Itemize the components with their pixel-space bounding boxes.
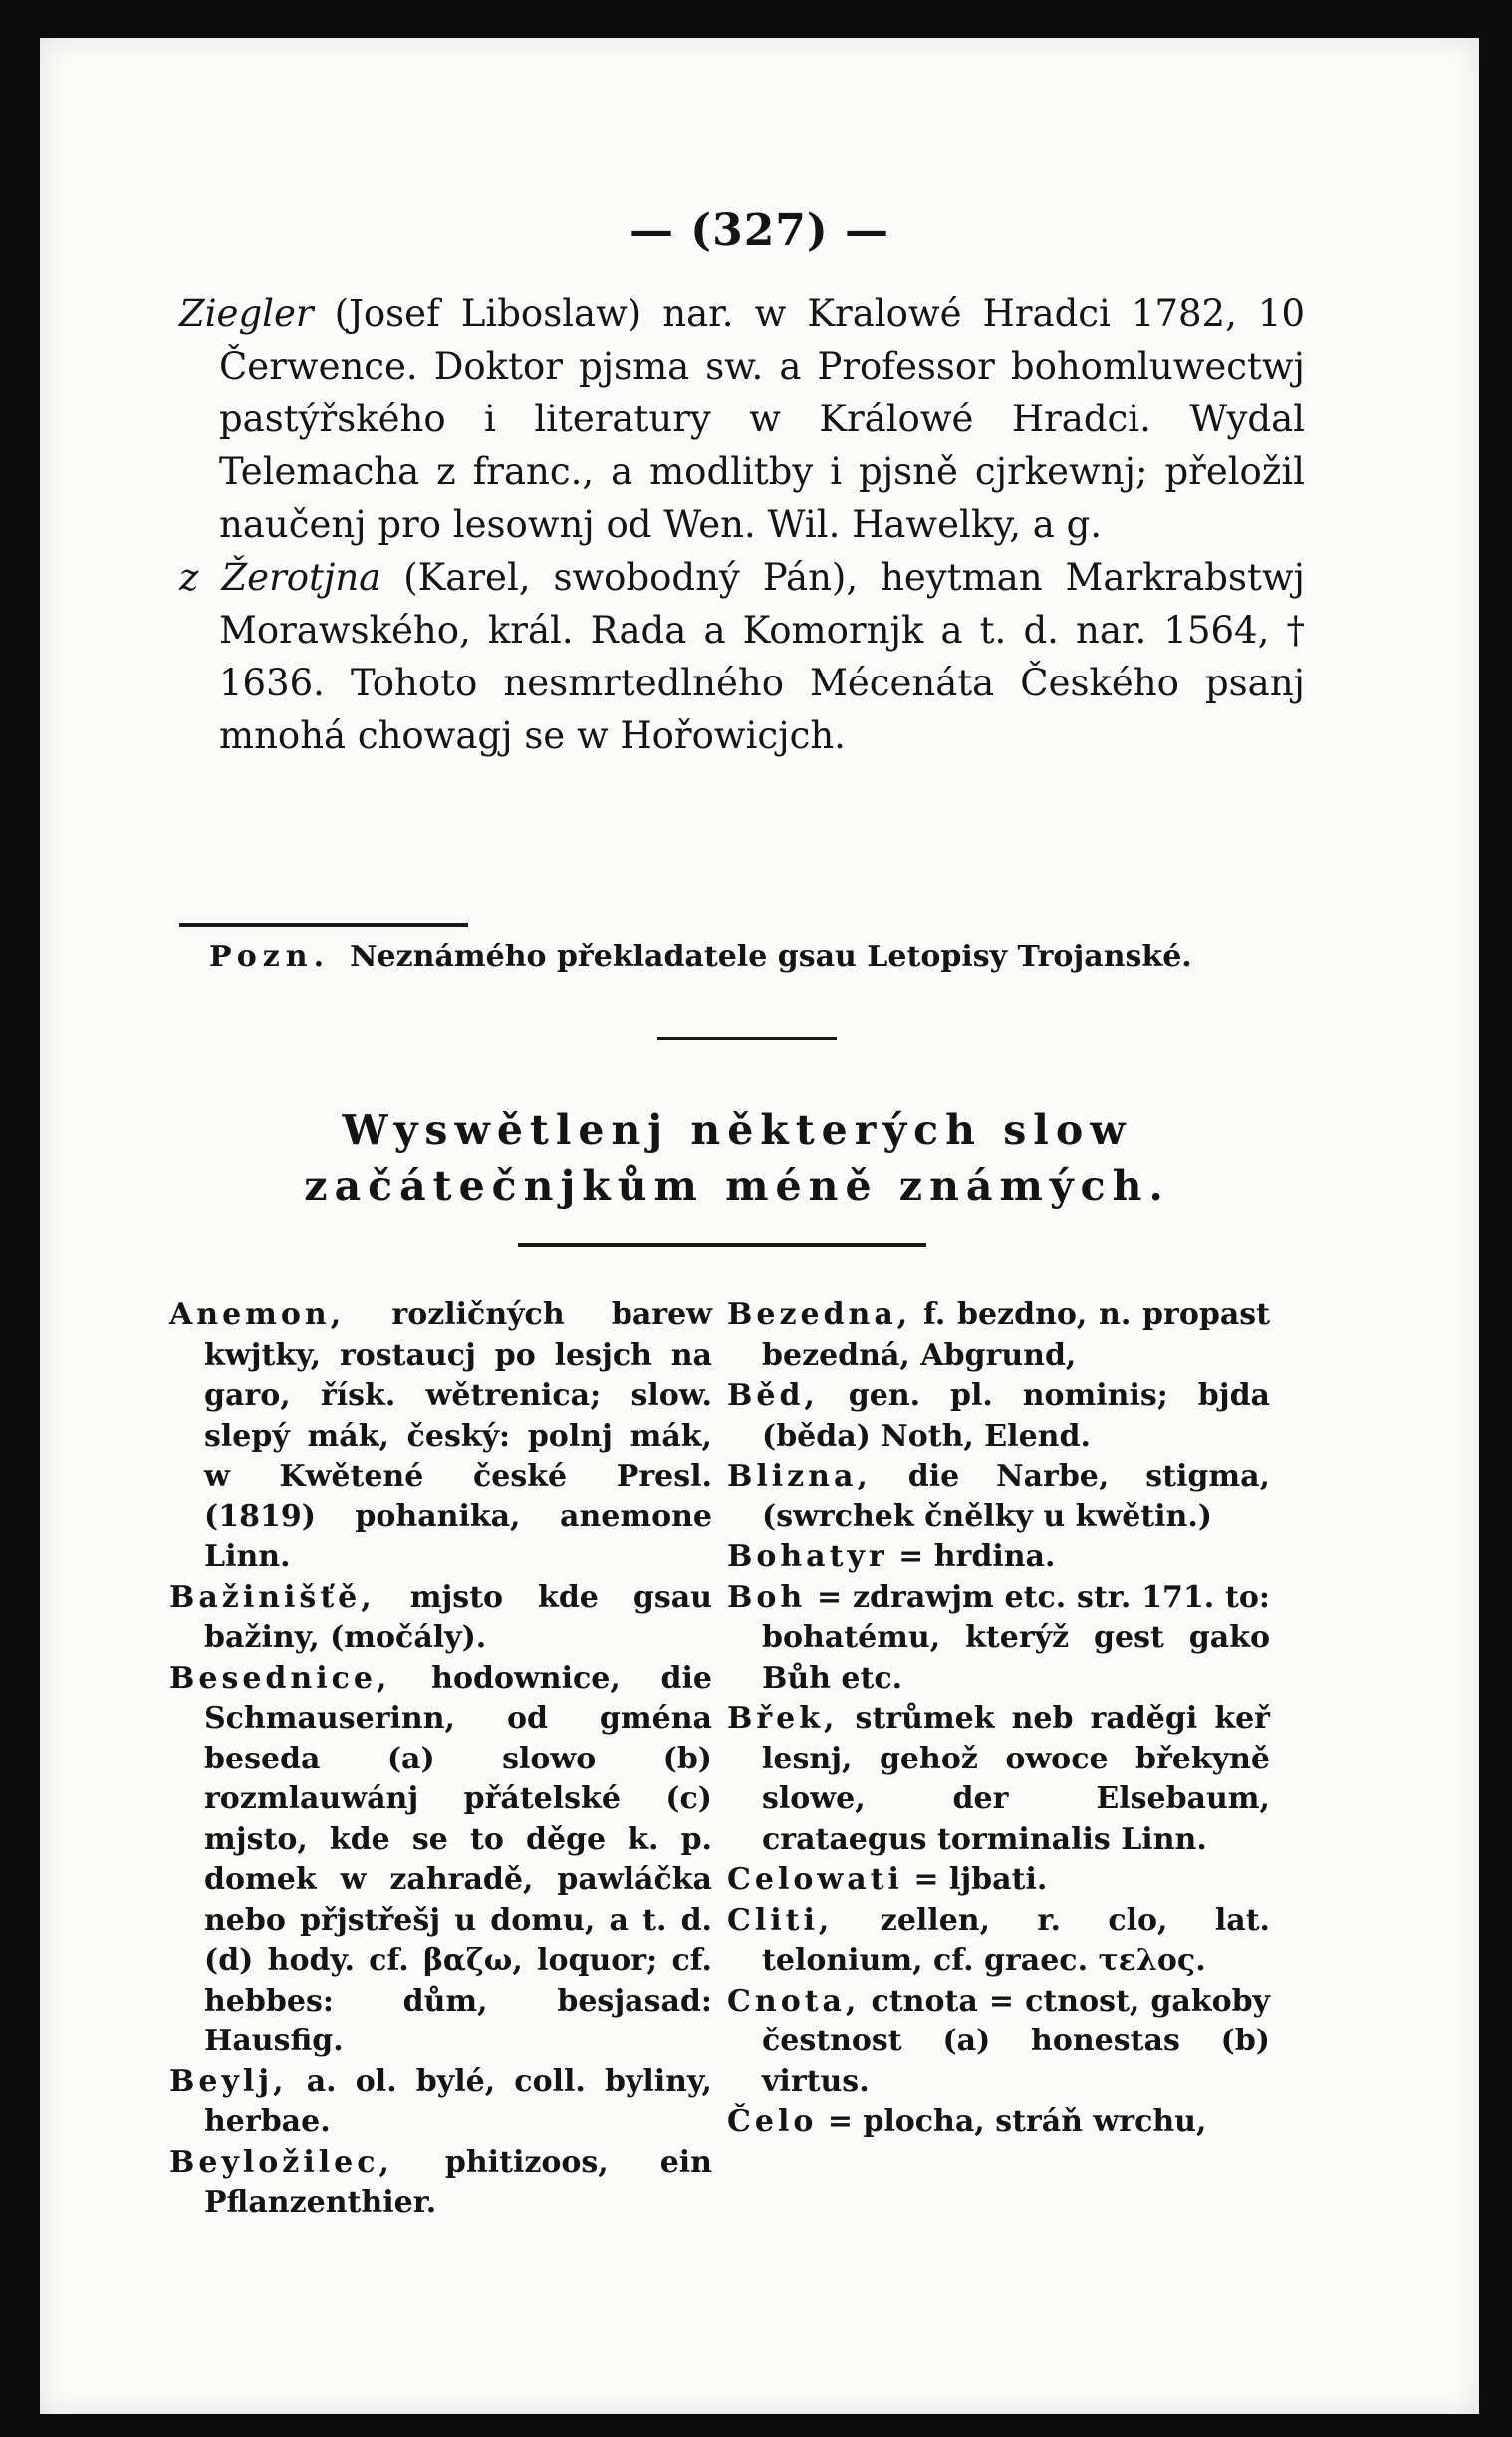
page-number: — (327) — — [629, 205, 890, 256]
glossary-entry — [169, 1659, 712, 2062]
glossary-headword: Cnota, — [727, 1983, 861, 2019]
glossary-entry — [169, 2143, 712, 2224]
glossary-entry — [727, 1376, 1270, 1457]
book-page — [40, 38, 1479, 2414]
glossary-column-left — [169, 1295, 712, 2224]
glossary-entry — [727, 1457, 1270, 1537]
glossary-text: hodownice, die Schmauserinn, od gména beseda (a) slowo (b) rozmlauwánj přátelské (c) mjsto, kde se to děge k. p. domek w zahradě, pawláčka nebo přjstřešj u domu, a t. d. (d) hody. cf. βαζω, loquor; cf. hebbes: dům, besjasad: Hausfig. — [204, 1660, 712, 2058]
short-divider — [179, 923, 468, 927]
glossary-headword: Besednice, — [169, 1660, 391, 1696]
glossary-entry — [727, 1699, 1270, 1860]
entry-headword: Ziegler — [179, 292, 314, 335]
glossary-text: ctnota = ctnost, gakoby čestnost (a) honestas (b) virtus. — [762, 1983, 1270, 2099]
entry-headword: z Žerotjna — [179, 556, 381, 599]
entry-ziegler — [179, 287, 1305, 551]
glossary-entry — [727, 1860, 1270, 1901]
glossary-entry — [169, 2062, 712, 2143]
glossary-headword: Bažinišťě, — [169, 1579, 376, 1615]
glossary-text: f. bezdno, n. propast bezedná, Abgrund, — [762, 1297, 1270, 1373]
glossary-headword: Břek, — [727, 1701, 839, 1736]
glossary-entry — [727, 2102, 1270, 2143]
glossary-text: mjsto kde gsau bažiny, (močály). — [204, 1579, 712, 1655]
glossary-headword: Blizna, — [727, 1459, 872, 1493]
glossary-headword: Boh — [727, 1579, 807, 1615]
entry-zerotjn — [179, 551, 1305, 762]
glossary-entry — [727, 1982, 1270, 2103]
glossary-headword: Beylj, — [169, 2063, 288, 2099]
glossary-headword: Celowati — [727, 1862, 903, 1897]
glossary-text: = hrdina. — [887, 1539, 1056, 1574]
glossary-headword: Cliti, — [727, 1902, 834, 1938]
glossary-text: rozličných barew kwjtky, rostaucj po lesjch na garo, řísk. wětrenica; slow. slepý mák, český: polnj mák, w Kwětené české Presl. (1819) pohanika, anemone Linn. — [204, 1297, 712, 1574]
glossary-entry — [727, 1901, 1270, 1982]
glossary-headword: Bohatyr — [727, 1539, 888, 1574]
center-divider — [657, 1037, 837, 1040]
glossary-text: zellen, r. clo, lat. telonium, cf. graec. τελος. — [762, 1902, 1270, 1978]
glossary-headword: Bezedna, — [727, 1297, 912, 1332]
glossary-headword: Běd, — [727, 1378, 819, 1413]
glossary-text: gen. pl. nominis; bjda (běda) Noth, Elend. — [762, 1378, 1270, 1454]
glossary-headword: Anemon, — [169, 1297, 346, 1332]
entry-text: (Josef Liboslaw) nar. w Kralowé Hradci 1782, 10 Čerwence. Doktor pjsma sw. a Professor bohomluwectwj pastýřského i literatury w Králowé Hradci. Wydal Telemacha z franc., a modlitby i pjsně cjrkewnj; přeložil naučenj pro lesownj od Wen. Wil. Hawelky, a g. — [219, 292, 1305, 546]
glossary-text: = zdrawjm etc. str. 171. to: bohatému, kterýž gest gako Bůh etc. — [762, 1579, 1270, 1696]
footnote-text: Neznámého překladatele gsau Letopisy Trojanské. — [350, 940, 1192, 974]
glossary-text: = ljbati. — [902, 1862, 1048, 1897]
glossary-entry — [727, 1578, 1270, 1700]
glossary-text: phitizoos, ein Pflanzenthier. — [204, 2144, 712, 2220]
glossary-text: die Narbe, stigma, (swrchek čnělky u kwětin.) — [762, 1459, 1270, 1534]
title-divider — [518, 1243, 926, 1247]
entry-text: (Karel, swobodný Pán), heytman Markrabstwj Morawského, král. Rada a Komornjk a t. d. nar. 1564, † 1636. Tohoto nesmrtedlného Mécenáta Českého psanj mnohá chowagj se w Hořowicjch. — [219, 556, 1305, 757]
glossary-text: strůmek neb raděgi keř lesnj, gehož owoce břekyně slowe, der Elsebaum, crataegus torminalis Linn. — [762, 1701, 1270, 1857]
glossary-entry — [727, 1295, 1270, 1376]
footnote-label: Pozn. — [209, 940, 331, 974]
biographical-entries — [179, 287, 1305, 762]
glossary-column-right — [727, 1295, 1270, 2143]
glossary-text: a. ol. bylé, coll. byliny, herbae. — [204, 2063, 712, 2139]
section-title: Wyswětlenj některých slow začátečnjkům méně známých. — [304, 1106, 1170, 1210]
glossary-text: = plocha, stráň wrchu, — [817, 2104, 1207, 2139]
glossary-entry — [169, 1578, 712, 1659]
glossary-headword: Čelo — [727, 2104, 818, 2139]
footnote — [209, 940, 1305, 974]
glossary-entry — [169, 1295, 712, 1578]
glossary-headword: Beyložilec, — [169, 2144, 393, 2180]
glossary-entry — [727, 1537, 1270, 1578]
